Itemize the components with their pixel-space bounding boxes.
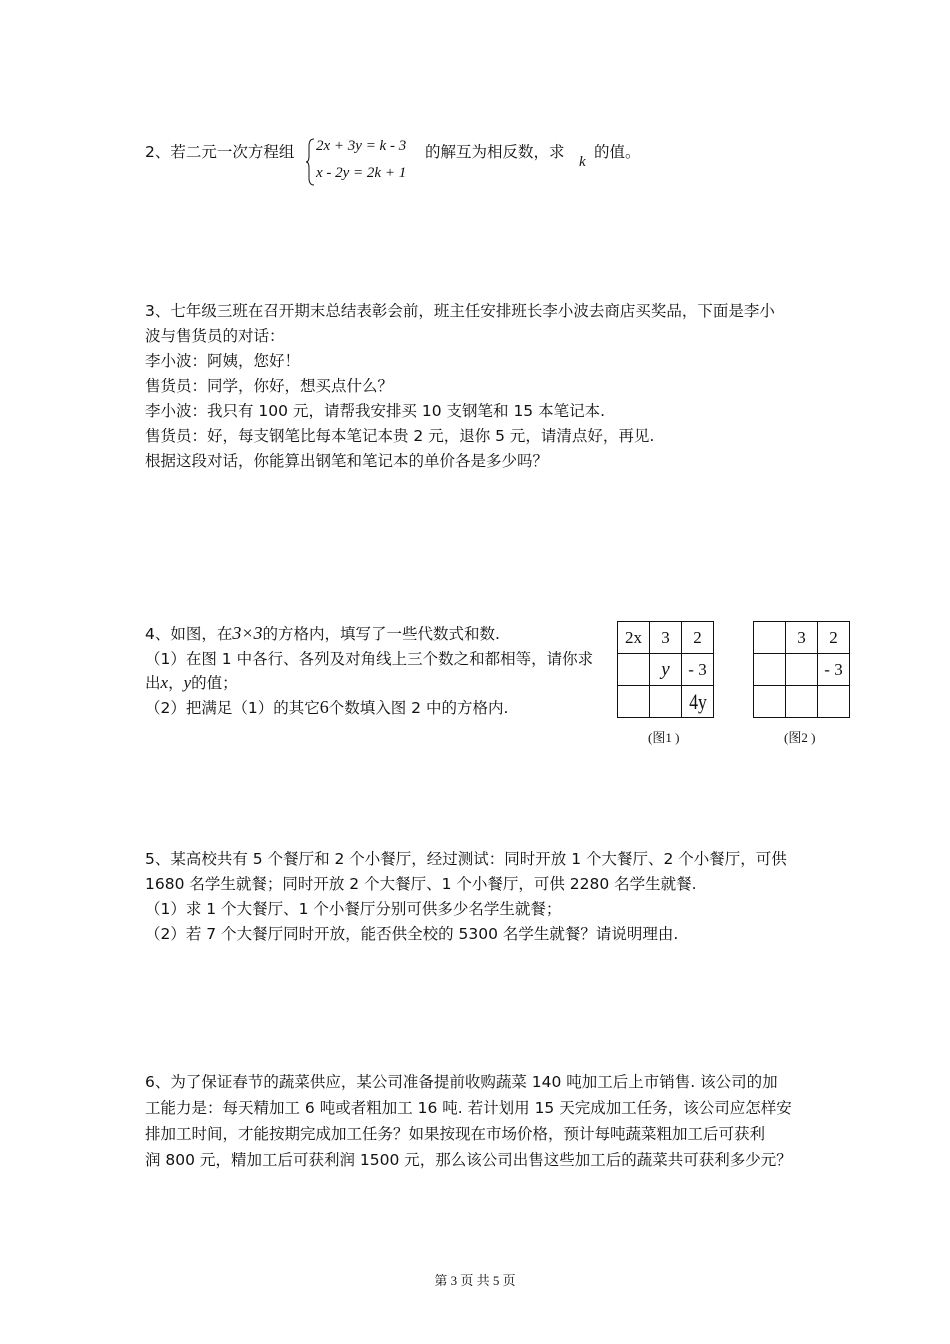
fig1-cell: - 3	[682, 654, 714, 686]
q4-text: 4、如图，在	[145, 625, 233, 643]
fig2-cell	[754, 654, 786, 686]
page-footer: 第 3 页 共 5 页	[434, 1273, 516, 1288]
fig1-cell: 2	[682, 622, 714, 654]
q2-suffix: 的值。	[594, 143, 641, 161]
q3-line: 波与售货员的对话：	[145, 327, 285, 345]
q4-line-1	[145, 621, 500, 646]
fig2-cell	[786, 686, 818, 718]
q4-text: 的值；	[191, 674, 238, 692]
figure-2-grid	[753, 621, 850, 718]
q2-equation-1: 2x + 3y = k - 3	[316, 138, 407, 154]
q2-mid: 的解互为相反数，求	[425, 143, 565, 161]
q5-line: （2）若 7 个大餐厅同时开放，能否供全校的 5300 名学生就餐？请说明理由.	[145, 925, 679, 943]
q5-line: 5、某高校共有 5 个餐厅和 2 个小餐厅，经过测试：同时开放 1 个大餐厅、2 个小餐厅，可供	[145, 850, 787, 868]
q6-line: 排加工时间，才能按期完成加工任务？如果按现在市场价格，预计每吨蔬菜粗加工后可获利	[145, 1125, 766, 1143]
q3-line: 根据这段对话，你能算出钢笔和笔记本的单价各是多少吗？	[145, 452, 549, 470]
q3-line: 售货员：同学，你好，想买点什么？	[145, 377, 394, 395]
fig2-cell: 3	[786, 622, 818, 654]
fig2-cell: 2	[818, 622, 850, 654]
q2-prefix: 2、若二元一次方程组	[145, 143, 295, 161]
fig1-cell	[618, 654, 650, 686]
q3-line: 李小波：我只有 100 元，请帮我安排买 10 支钢笔和 15 本笔记本.	[145, 402, 606, 420]
fig1-cell: y	[650, 654, 682, 686]
q6-line: 6、为了保证春节的蔬菜供应，某公司准备提前收购蔬菜 140 吨加工后上市销售. 该公司的加	[145, 1073, 778, 1091]
q4-var-y: y	[183, 673, 192, 692]
q5-line: （1）求 1 个大餐厅、1 个小餐厅分别可供多少名学生就餐；	[145, 900, 562, 918]
q4-line-4	[145, 695, 508, 720]
q4-line-3	[145, 671, 238, 695]
q4-text: ，	[168, 674, 184, 692]
fig2-cell	[754, 686, 786, 718]
figure-1-grid	[617, 621, 714, 718]
q2-variable: k	[579, 154, 586, 170]
q4-math: 6	[319, 697, 329, 717]
fig2-cell	[786, 654, 818, 686]
q3-line: 李小波：阿姨，您好！	[145, 352, 301, 370]
q3-line: 售货员：好，每支钢笔比每本笔记本贵 2 元，退你 5 元，请清点好，再见.	[145, 427, 655, 445]
q4-text: 的方格内，填写了一些代数式和数.	[262, 625, 500, 643]
q4-line-2: （1）在图 1 中各行、各列及对角线上三个数之和都相等，请你求	[145, 650, 594, 668]
fig1-cell: 2x	[618, 622, 650, 654]
q4-math: 3×3	[232, 623, 263, 643]
fig1-cell: 3	[650, 622, 682, 654]
q3-line: 3、七年级三班在召开期末总结表彰会前，班主任安排班长李小波去商店买奖品，下面是李小	[145, 302, 775, 320]
q4-var-x: x	[160, 673, 169, 692]
q2-equation-2: x - 2y = 2k + 1	[316, 165, 407, 181]
figure-2-caption: (图2 )	[784, 730, 816, 745]
fig2-cell: - 3	[818, 654, 850, 686]
brace-icon	[306, 138, 316, 186]
q6-line: 润 800 元，精加工后可获利润 1500 元，那么该公司出售这些加工后的蔬菜共可获利多少元？	[145, 1151, 792, 1169]
q4-text: （2）把满足（1）的其它	[145, 699, 320, 717]
fig1-cell	[650, 686, 682, 718]
fig1-cell	[618, 686, 650, 718]
q4-text: 出	[145, 674, 161, 692]
figure-1-caption: (图1 )	[648, 730, 680, 745]
q4-text: 个数填入图 2 中的方格内.	[328, 699, 509, 717]
q5-line: 1680 名学生就餐；同时开放 2 个大餐厅、1 个小餐厅，可供 2280 名学生就餐.	[145, 875, 697, 893]
fig2-cell	[754, 622, 786, 654]
fig2-cell	[818, 686, 850, 718]
fig1-cell: 4y	[682, 686, 714, 718]
q6-line: 工能力是：每天精加工 6 吨或者粗加工 16 吨. 若计划用 15 天完成加工任务，该公司应怎样安	[145, 1099, 792, 1117]
